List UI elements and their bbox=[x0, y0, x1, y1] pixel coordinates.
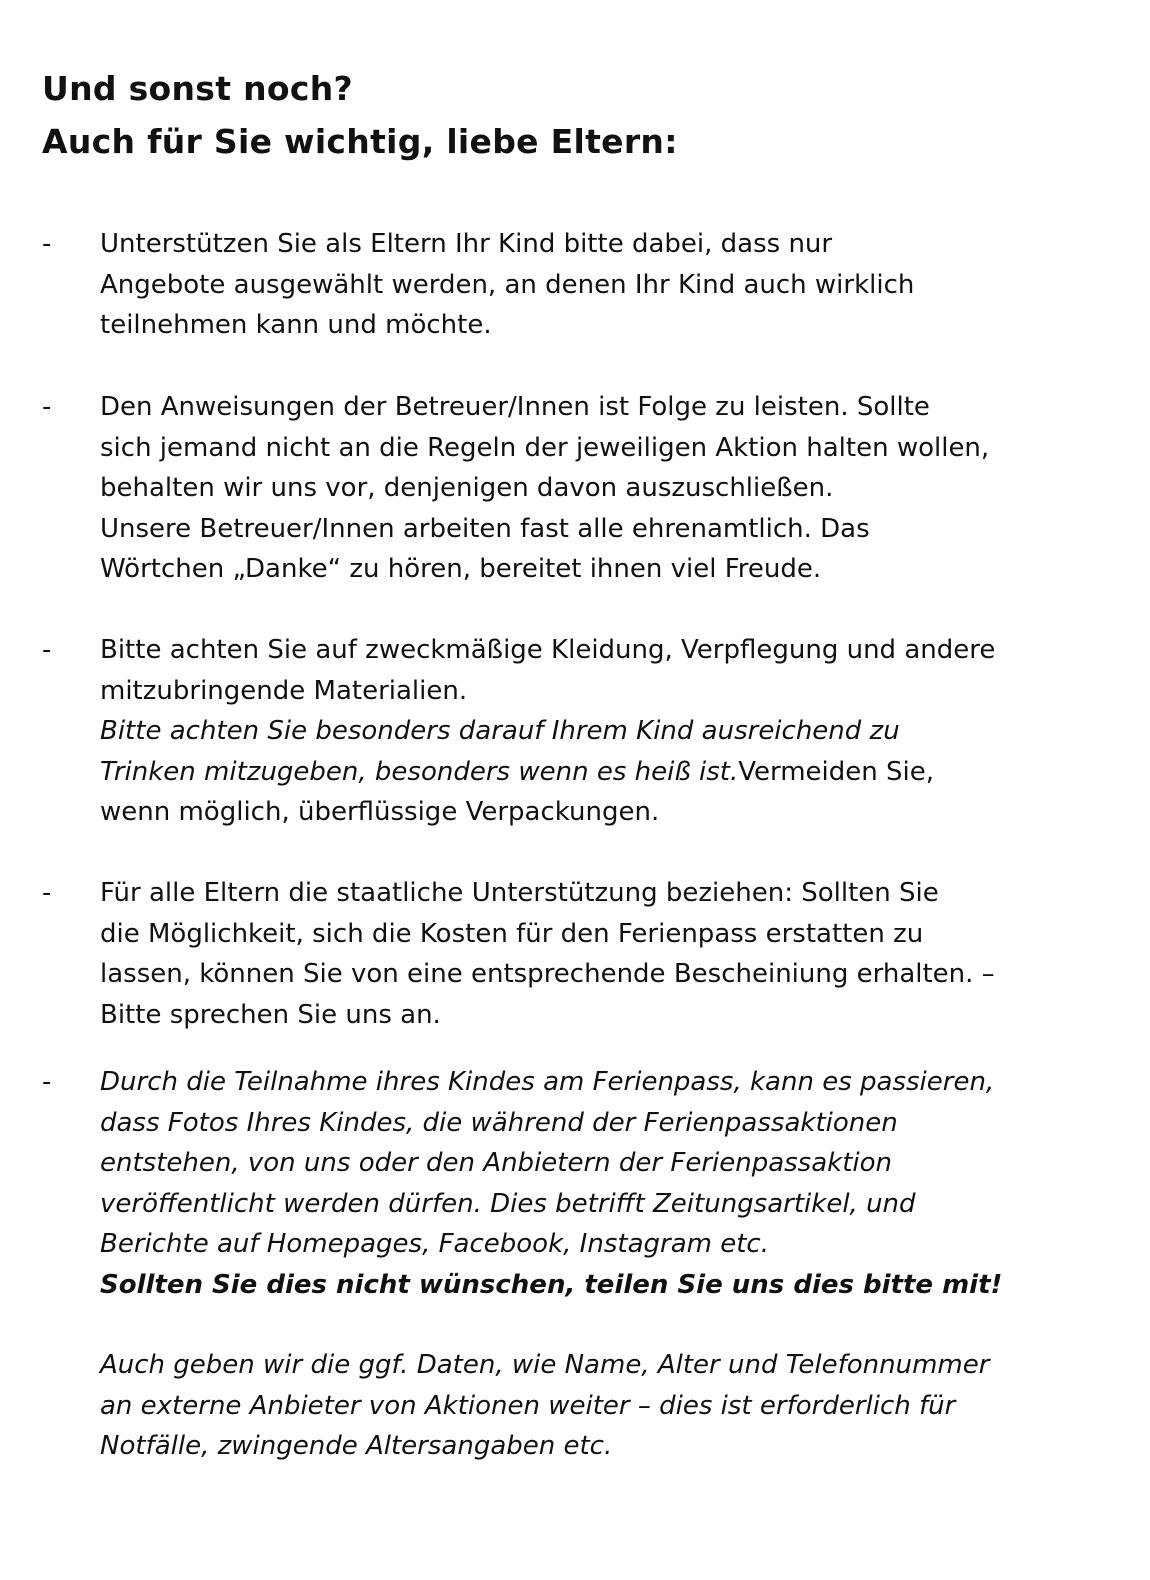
text-line: Für alle Eltern die staatliche Unterstützung beziehen: Sollten Sie bbox=[100, 878, 939, 908]
text-line: Wörtchen „Danke“ zu hören, bereitet ihnen viel Freude. bbox=[100, 554, 822, 584]
italic-text-line: entstehen, von uns oder den Anbietern der Ferienpassaktion bbox=[100, 1148, 893, 1178]
text-line: wenn möglich, überflüssige Verpackungen. bbox=[100, 797, 660, 827]
mixed-text-line bbox=[100, 752, 1120, 793]
bullet-dash: - bbox=[42, 1067, 52, 1097]
italic-text-line: Durch die Teilnahme ihres Kindes am Ferienpass, kann es passieren, bbox=[100, 1067, 995, 1097]
italic-text-line: Auch geben wir die ggf. Daten, wie Name, Alter und Telefonnummer bbox=[100, 1350, 990, 1380]
list-item-text bbox=[100, 387, 1120, 590]
italic-text-line: veröffentlicht werden dürfen. Dies betrifft Zeitungsartikel, und bbox=[100, 1188, 916, 1219]
italic-text-line: dass Fotos Ihres Kindes, die während der Ferienpassaktionen bbox=[100, 1107, 898, 1138]
page-title bbox=[42, 62, 678, 168]
text-line: Unsere Betreuer/Innen arbeiten fast alle ehrenamtlich. Das bbox=[100, 513, 870, 544]
bullet-dash: - bbox=[42, 635, 52, 665]
text-line: sich jemand nicht an die Regeln der jeweiligen Aktion halten wollen, bbox=[100, 432, 990, 463]
italic-text-line: Berichte auf Homepages, Facebook, Instagram etc. bbox=[100, 1229, 769, 1259]
italic-text-line: an externe Anbieter von Aktionen weiter – dies ist erforderlich für bbox=[100, 1390, 956, 1421]
bullet-dash: - bbox=[42, 229, 52, 259]
regular-text-part: Vermeiden Sie, bbox=[738, 756, 934, 787]
list-item-text bbox=[100, 224, 1120, 346]
text-line: Bitte achten Sie auf zweckmäßige Kleidung, Verpflegung und andere bbox=[100, 635, 996, 665]
text-line: Angebote ausgewählt werden, an denen Ihr Kind auch wirklich bbox=[100, 269, 915, 300]
bullet-dash: - bbox=[42, 392, 52, 422]
list-item-text bbox=[100, 1062, 1120, 1305]
italic-text-part: Trinken mitzugeben, besonders wenn es heiß ist. bbox=[100, 756, 739, 787]
title-line-2: Auch für Sie wichtig, liebe Eltern: bbox=[42, 122, 678, 161]
text-line: Den Anweisungen der Betreuer/Innen ist Folge zu leisten. Sollte bbox=[100, 392, 930, 422]
text-line: mitzubringende Materialien. bbox=[100, 675, 468, 706]
list-item-continuation bbox=[100, 1345, 1120, 1467]
text-line: behalten wir uns vor, denjenigen davon auszuschließen. bbox=[100, 473, 834, 503]
list-item-text bbox=[100, 630, 1120, 833]
italic-text-line: Notfälle, zwingende Altersangaben etc. bbox=[100, 1431, 613, 1461]
italic-text-line: Bitte achten Sie besonders darauf Ihrem Kind ausreichend zu bbox=[100, 716, 900, 746]
text-line: Bitte sprechen Sie uns an. bbox=[100, 999, 441, 1030]
text-line: lassen, können Sie von eine entsprechende Bescheiniung erhalten. – bbox=[100, 959, 995, 989]
title-line-1: Und sonst noch? bbox=[42, 69, 353, 108]
text-line: Unterstützen Sie als Eltern Ihr Kind bitte dabei, dass nur bbox=[100, 229, 833, 259]
bold-notice-line: Sollten Sie dies nicht wünschen, teilen Sie uns dies bitte mit! bbox=[100, 1269, 1003, 1300]
text-line: die Möglichkeit, sich die Kosten für den Ferienpass erstatten zu bbox=[100, 918, 924, 949]
text-line: teilnehmen kann und möchte. bbox=[100, 310, 492, 340]
list-item-text bbox=[100, 873, 1120, 1035]
bullet-dash: - bbox=[42, 878, 52, 908]
